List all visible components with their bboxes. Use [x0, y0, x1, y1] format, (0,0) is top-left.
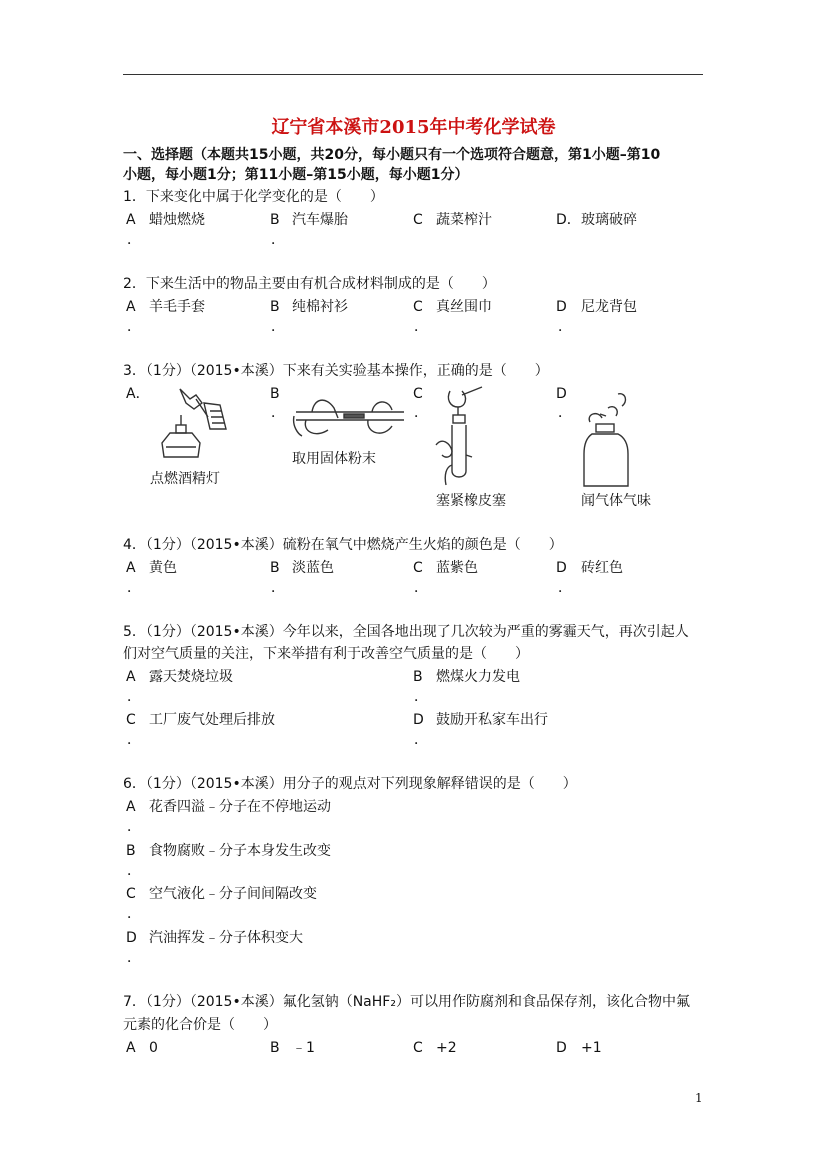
q2-option-d-letter: D	[556, 299, 567, 315]
q1-option-c-letter: C	[413, 212, 423, 228]
option-dot: ．	[271, 405, 285, 421]
exam-title: 辽宁省本溪市2015年中考化学试卷	[271, 117, 556, 138]
q1-option-c-text: 蔬菜榨汁	[436, 212, 492, 228]
q7-option-a-letter: A	[126, 1040, 136, 1056]
option-dot: ．	[127, 863, 141, 879]
q4-option-d-letter: D	[556, 560, 567, 576]
q6-option-d-letter: D	[126, 930, 137, 946]
q2-option-c-text: 真丝围巾	[436, 299, 492, 315]
option-dot: ．	[271, 232, 285, 248]
q3-option-c-text: 塞紧橡皮塞	[436, 493, 506, 509]
q6-option-a-letter: A	[126, 799, 136, 815]
option-dot: ．	[414, 689, 428, 705]
test-tube-stopper-icon	[432, 385, 492, 493]
q4-option-d-text: 砖红色	[581, 560, 623, 576]
option-dot: ．	[127, 232, 141, 248]
q2-option-c-letter: C	[413, 299, 423, 315]
question-1-stem: 1．下来变化中属于化学变化的是（ ）	[123, 189, 384, 205]
option-dot: ．	[414, 580, 428, 596]
q5-option-d-text: 鼓励开私家车出行	[436, 712, 548, 728]
q4-option-a-letter: A	[126, 560, 136, 576]
q5-option-b-text: 燃煤火力发电	[436, 669, 520, 685]
q6-option-c-letter: C	[126, 886, 136, 902]
q2-option-a-letter: A	[126, 299, 136, 315]
question-7-stem-line2: 元素的化合价是（ ）	[123, 1017, 277, 1033]
q1-option-b-text: 汽车爆胎	[292, 212, 348, 228]
q1-option-b-letter: B	[270, 212, 280, 228]
q7-option-d-letter: D	[556, 1040, 567, 1056]
q3-option-b-letter: B	[270, 386, 280, 402]
q6-option-b-text: 食物腐败﹣分子本身发生改变	[149, 843, 331, 859]
q2-option-d-text: 尼龙背包	[581, 299, 637, 315]
q5-option-c-text: 工厂废气处理后排放	[149, 712, 275, 728]
q3-option-d-text: 闻气体气味	[581, 493, 651, 509]
question-6-stem: 6．（1分）（2015•本溪）用分子的观点对下列现象解释错误的是（ ）	[123, 776, 577, 792]
q7-option-b-letter: B	[270, 1040, 280, 1056]
option-dot: ．	[414, 405, 428, 421]
q2-option-b-letter: B	[270, 299, 280, 315]
q2-option-b-text: 纯棉衬衫	[292, 299, 348, 315]
q5-option-a-text: 露天焚烧垃圾	[149, 669, 233, 685]
option-dot: ．	[271, 580, 285, 596]
page-number: 1	[695, 1091, 703, 1105]
q3-option-b-text: 取用固体粉末	[292, 451, 376, 467]
q4-option-b-letter: B	[270, 560, 280, 576]
option-dot: ．	[127, 732, 141, 748]
q5-option-a-letter: A	[126, 669, 136, 685]
question-3-stem: 3．（1分）（2015•本溪）下来有关实验基本操作，正确的是（ ）	[123, 363, 549, 379]
q5-option-d-letter: D	[413, 712, 424, 728]
question-5-stem-line1: 5．（1分）（2015•本溪）今年以来，全国各地出现了几次较为严重的雾霾天气，再次引起人	[123, 624, 689, 640]
option-dot: ．	[414, 319, 428, 335]
q6-option-a-text: 花香四溢﹣分子在不停地运动	[149, 799, 331, 815]
question-2-stem: 2．下来生活中的物品主要由有机合成材料制成的是（ ）	[123, 276, 496, 292]
q7-option-d-text: +1	[581, 1040, 602, 1056]
option-dot: ．	[558, 319, 572, 335]
q7-option-a-text: 0	[149, 1040, 158, 1056]
q6-option-d-text: 汽油挥发﹣分子体积变大	[149, 930, 303, 946]
option-dot: ．	[127, 319, 141, 335]
smell-gas-icon	[578, 390, 638, 490]
q2-option-a-text: 羊毛手套	[149, 299, 205, 315]
option-dot: ．	[127, 689, 141, 705]
q3-option-c-letter: C	[413, 386, 423, 402]
option-dot: ．	[558, 580, 572, 596]
q7-option-c-letter: C	[413, 1040, 423, 1056]
option-dot: ．	[414, 732, 428, 748]
q4-option-b-text: 淡蓝色	[292, 560, 334, 576]
option-dot: ．	[558, 405, 572, 421]
question-5-stem-line2: 们对空气质量的关注，下来举措有利于改善空气质量的是（ ）	[123, 646, 529, 662]
q3-option-d-letter: D	[556, 386, 567, 402]
q1-option-a-letter: A	[126, 212, 136, 228]
powder-transfer-icon	[292, 390, 408, 440]
section-heading-line2: 小题，每小题1分；第11小题–第15小题，每小题1分）	[123, 167, 469, 183]
option-dot: ．	[127, 950, 141, 966]
option-dot: ．	[271, 319, 285, 335]
q4-option-c-letter: C	[413, 560, 423, 576]
q7-option-c-text: +2	[436, 1040, 457, 1056]
q1-option-d-text: 玻璃破碎	[581, 212, 637, 228]
option-dot: ．	[127, 580, 141, 596]
q4-option-a-text: 黄色	[149, 560, 177, 576]
alcohol-lamp-icon	[150, 385, 240, 465]
q5-option-c-letter: C	[126, 712, 136, 728]
q3-option-a-letter: A．	[126, 386, 150, 402]
question-7-stem-line1: 7．（1分）（2015•本溪）氟化氢钠（NaHF₂）可以用作防腐剂和食品保存剂，该化合物中氟	[123, 994, 690, 1010]
q3-option-a-text: 点燃酒精灯	[150, 471, 220, 487]
q7-option-b-text: ﹣1	[292, 1040, 315, 1056]
q4-option-c-text: 蓝紫色	[436, 560, 478, 576]
header-rule	[123, 74, 703, 75]
q5-option-b-letter: B	[413, 669, 423, 685]
option-dot: ．	[127, 819, 141, 835]
option-dot: ．	[127, 906, 141, 922]
q6-option-c-text: 空气液化﹣分子间间隔改变	[149, 886, 317, 902]
q1-option-d-letter: D．	[556, 212, 581, 228]
q6-option-b-letter: B	[126, 843, 136, 859]
question-4-stem: 4．（1分）（2015•本溪）硫粉在氧气中燃烧产生火焰的颜色是（ ）	[123, 537, 563, 553]
q1-option-a-text: 蜡烛燃烧	[149, 212, 205, 228]
section-heading-line1: 一、选择题（本题共15小题，共20分，每小题只有一个选项符合题意，第1小题–第10	[123, 147, 661, 163]
